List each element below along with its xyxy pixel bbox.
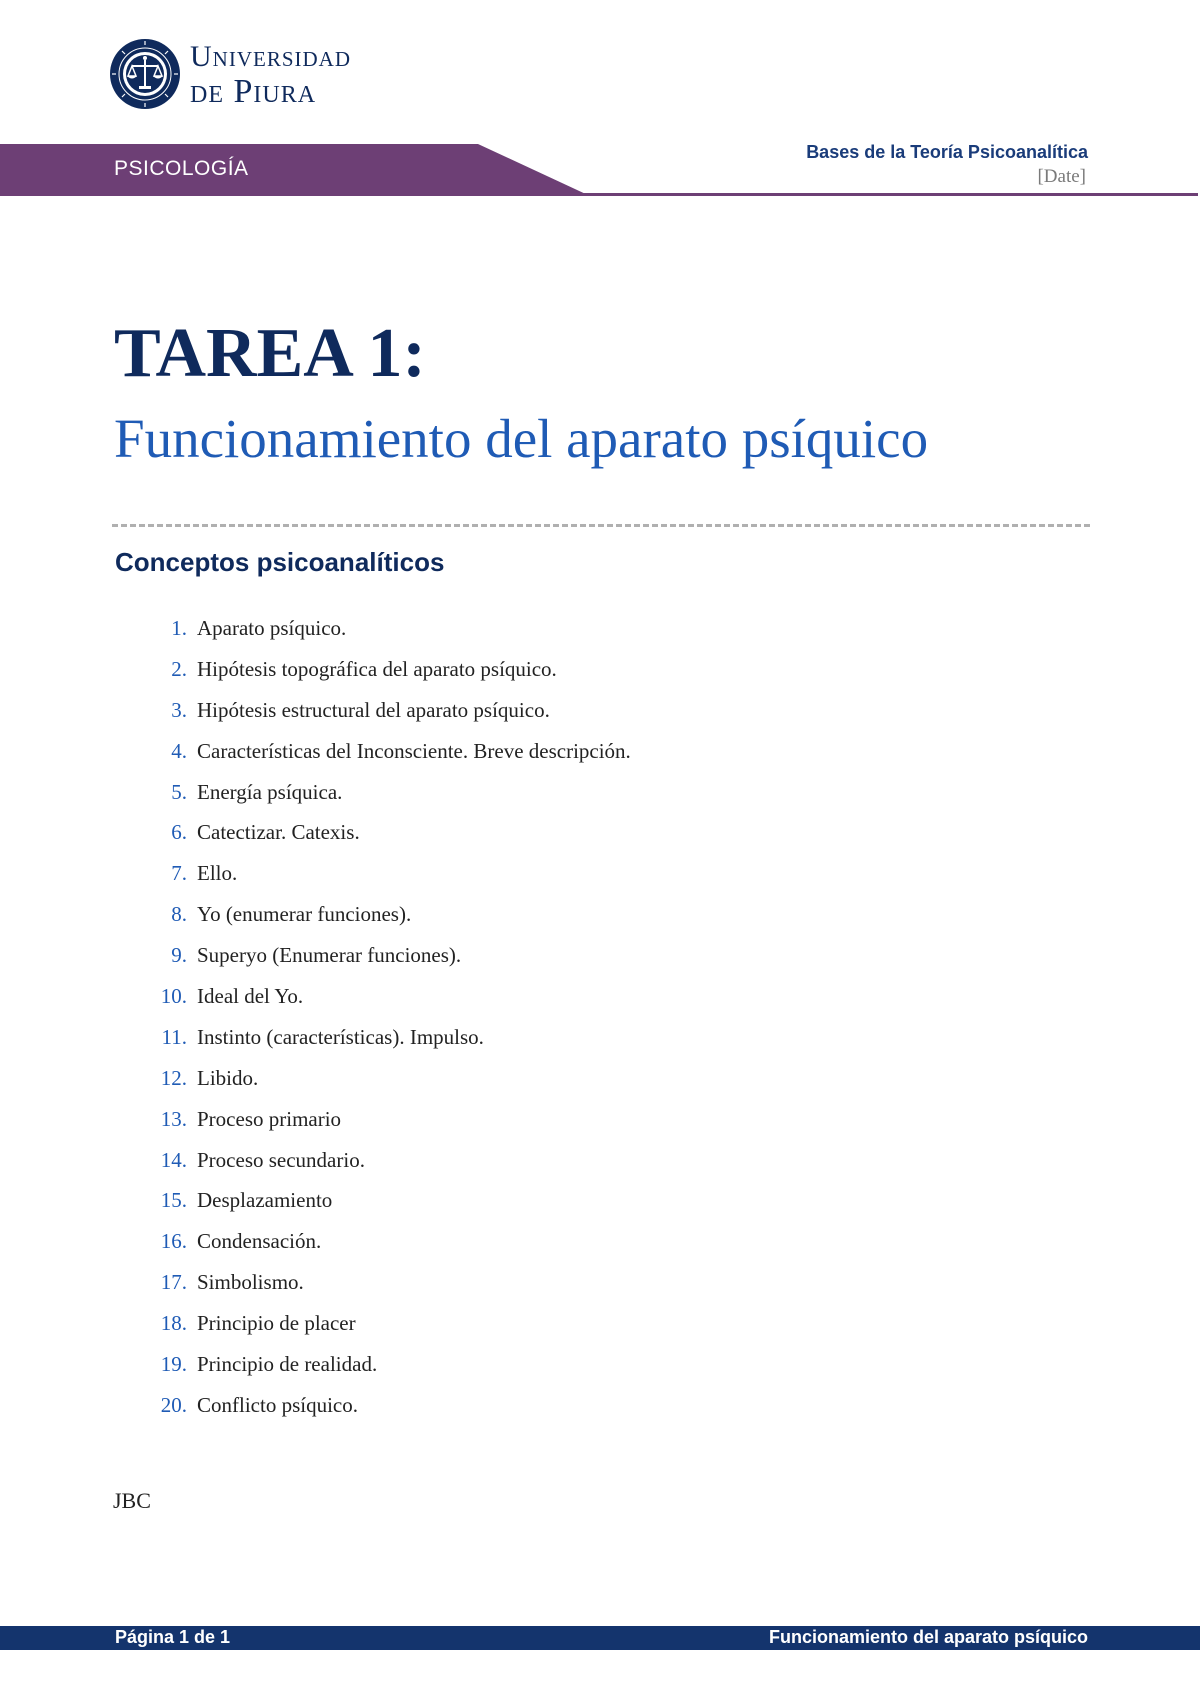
list-text: Hipótesis estructural del aparato psíquico. [197, 697, 550, 722]
list-text: Catectizar. Catexis. [197, 820, 360, 845]
list-number: 20. [160, 1392, 187, 1417]
list-item [140, 935, 631, 976]
list-text: Hipótesis topográfica del aparato psíquico. [197, 656, 557, 681]
list-text: Simbolismo. [197, 1270, 304, 1295]
course-title: Bases de la Teoría Psicoanalítica [806, 142, 1088, 162]
faculty-label: PSICOLOGÍA [114, 157, 249, 180]
list-text: Características del Inconsciente. Breve descripción. [197, 738, 631, 763]
logo-line-1: Universidad [190, 40, 351, 73]
list-text: Yo (enumerar funciones). [197, 902, 412, 927]
list-item [140, 976, 631, 1017]
list-item [140, 1017, 631, 1058]
list-text: Conflicto psíquico. [197, 1392, 358, 1417]
list-number: 14. [160, 1147, 187, 1172]
dashed-divider [112, 524, 1090, 527]
list-item [140, 1385, 631, 1426]
list-number: 10. [160, 984, 187, 1009]
list-text: Principio de placer [197, 1311, 356, 1336]
list-item [140, 812, 631, 853]
list-number: 6. [171, 820, 187, 845]
section-heading: Conceptos psicoanalíticos [115, 547, 445, 577]
list-item [140, 1140, 631, 1181]
list-text: Energía psíquica. [197, 779, 343, 804]
page-footer [0, 1626, 1200, 1650]
university-wordmark [190, 42, 351, 110]
page-subtitle: Funcionamiento del aparato psíquico [114, 408, 929, 469]
list-item [140, 690, 631, 731]
footer-doc-title: Funcionamiento del aparato psíquico [768, 1627, 1088, 1647]
page-title: TAREA 1: [114, 315, 426, 392]
concept-list [140, 608, 631, 1426]
list-item [140, 853, 631, 894]
university-seal-icon [108, 28, 182, 120]
university-logo [108, 28, 488, 124]
list-item [140, 731, 631, 772]
list-number: 15. [160, 1188, 187, 1213]
list-number: 3. [171, 697, 187, 722]
list-number: 12. [160, 1065, 187, 1090]
list-number: 9. [171, 943, 187, 968]
list-item [140, 1262, 631, 1303]
list-text: Instinto (características). Impulso. [197, 1024, 484, 1049]
list-text: Ello. [197, 861, 238, 886]
list-number: 13. [160, 1106, 187, 1131]
list-text: Proceso primario [197, 1106, 342, 1131]
list-number: 19. [160, 1352, 187, 1377]
list-text: Condensación. [197, 1229, 322, 1254]
faculty-banner [0, 144, 590, 196]
list-number: 5. [171, 779, 187, 804]
list-item [140, 1099, 631, 1140]
list-number: 17. [160, 1270, 187, 1295]
list-number: 16. [160, 1229, 187, 1254]
author-initials: JBC [113, 1488, 151, 1513]
header-rule [580, 193, 1198, 196]
list-number: 1. [171, 616, 187, 640]
list-number: 4. [171, 738, 187, 763]
date-placeholder: [Date] [1037, 166, 1086, 187]
banner-shape [0, 144, 590, 196]
list-text: Aparato psíquico. [197, 616, 347, 640]
list-item [140, 1058, 631, 1099]
list-number: 18. [160, 1311, 187, 1336]
list-text: Desplazamiento [197, 1188, 333, 1213]
list-item [140, 1344, 631, 1385]
list-number: 8. [171, 902, 187, 927]
list-item [140, 649, 631, 690]
page-number: Página 1 de 1 [115, 1627, 231, 1647]
list-text: Ideal del Yo. [197, 984, 304, 1009]
list-number: 7. [171, 861, 187, 886]
list-item [140, 894, 631, 935]
list-number: 11. [161, 1024, 187, 1049]
list-text: Superyo (Enumerar funciones). [197, 943, 462, 968]
logo-line-2: de Piura [190, 73, 317, 110]
list-item [140, 1303, 631, 1344]
list-text: Libido. [197, 1065, 259, 1090]
list-number: 2. [171, 656, 187, 681]
list-item [140, 608, 631, 649]
list-item [140, 772, 631, 813]
list-item [140, 1180, 631, 1221]
list-text: Proceso secundario. [197, 1147, 365, 1172]
list-text: Principio de realidad. [197, 1352, 378, 1377]
list-item [140, 1221, 631, 1262]
